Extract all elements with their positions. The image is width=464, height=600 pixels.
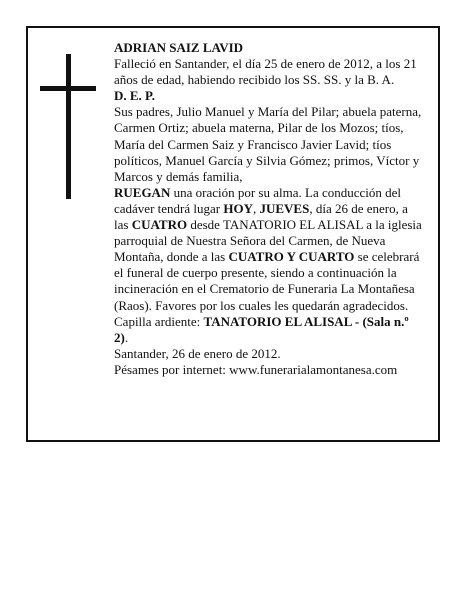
ruegan-text: RUEGAN [114,184,171,200]
cuatro-y-cuarto-text: CUATRO Y CUARTO [228,249,355,265]
death-details: Falleció en Santander, el día 25 de enero de 2012, a los 21 años de edad, habiendo recibido los SS. SS. y la B. A. [114,56,417,88]
family-list: Sus padres, Julio Manuel y María del Pilar; abuela paterna, Carmen Ortiz; abuela materna, Pilar de los Mozos; tíos, María del Carmen Saiz y Francisco Javier Lavid; tíos políticos, Manuel García y Silvia Gómez; primos, Víctor y Marcos y demás familia, [114,104,422,184]
request-text-3: desde TANATORIO EL ALISAL a la iglesia parroquial de Nuestra Señora del Carmen, de Nueva Montaña, donde a las [114,217,422,265]
deceased-name: ADRIAN SAIZ LAVID [114,40,244,55]
request-text-1: una oración por su alma. La conducción del cadáver tendrá lugar [114,184,402,216]
cross-horizontal-bar [40,86,96,91]
request-text-2: , día 26 de enero, a las [114,200,408,233]
condolences-info: Pésames por internet: www.funerarialamontanesa.com [114,361,398,377]
rip-abbreviation: D. E. P. [114,88,156,104]
chapel-end: . [124,329,129,345]
hoy-text: HOY [223,200,253,216]
funeral-request [114,185,422,314]
obituary-notice [26,26,440,442]
chapel-location: TANATORIO EL ALISAL - (Sala n.º 2) [114,313,409,345]
chapel-info [114,314,422,346]
notice-text [114,40,422,378]
chapel-label: Capilla ardiente: [114,313,204,329]
cross-icon [40,54,96,199]
jueves-text: JUEVES [259,200,310,216]
cross-vertical-bar [66,54,71,199]
request-comma: , [252,200,260,216]
cuatro-text: CUATRO [131,217,188,233]
place-date: Santander, 26 de enero de 2012. [114,345,281,361]
request-text-4: se celebrará el funeral de cuerpo presente, siendo a continuación la incineración en el Crematorio de Funeraria La Montañesa (Raos). Favores por los cuales les quedarán agradecidos. [114,249,420,313]
